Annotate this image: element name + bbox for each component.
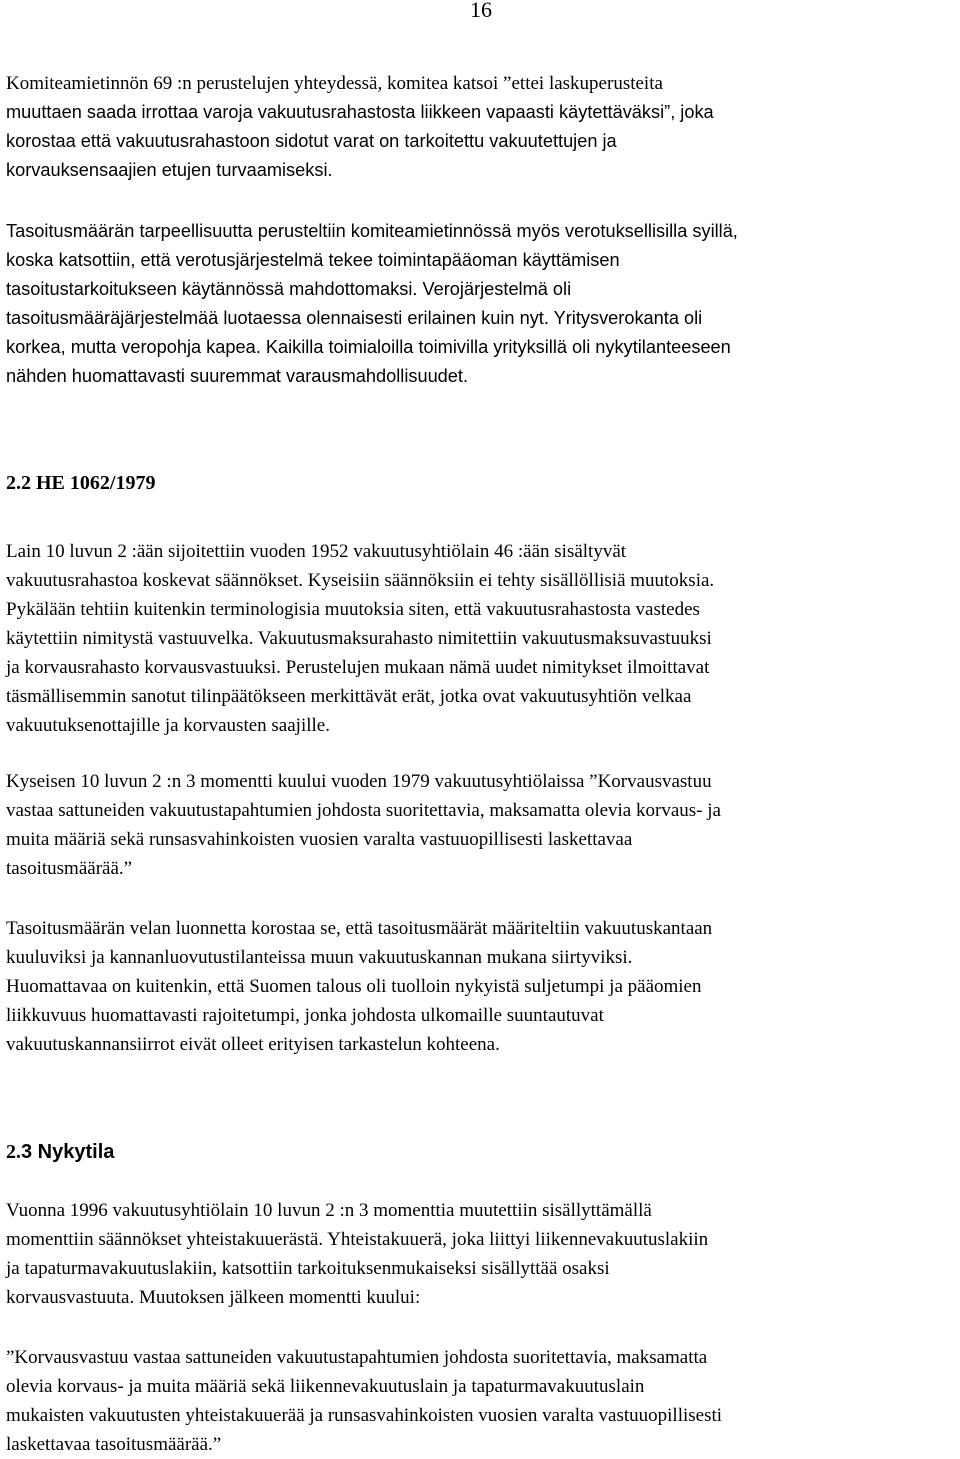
paragraph-3-line-7: vakuutuksenottajille ja korvausten saajille. <box>6 715 330 736</box>
paragraph-7 <box>6 1343 956 1459</box>
paragraph-5-line-4: liikkuvuus huomattavasti rajoitetumpi, jonka johdosta ulkomaille suuntautuvat <box>6 1005 604 1026</box>
paragraph-6 <box>6 1196 956 1312</box>
paragraph-2 <box>6 217 956 391</box>
paragraph-7-line-4: laskettavaa tasoitusmäärää.” <box>6 1434 222 1455</box>
paragraph-7-line-1: ”Korvausvastuu vastaa sattuneiden vakuutustapahtumien johdosta suoritettavia, maksamatta <box>6 1347 708 1368</box>
paragraph-3-line-5: ja korvausrahasto korvausvastuuksi. Perustelujen mukaan nämä uudet nimitykset ilmoittavat <box>6 657 710 678</box>
section-heading-2-2: 2.2 HE 1062/1979 <box>6 472 156 494</box>
section-heading-2-3-title: 3 Nykytila <box>21 1141 115 1163</box>
paragraph-1 <box>6 69 956 185</box>
paragraph-7-line-2: olevia korvaus- ja muita määriä sekä liikennevakuutuslain ja tapaturmavakuutuslain <box>6 1376 645 1397</box>
paragraph-4 <box>6 767 956 883</box>
paragraph-3-line-4: käytettiin nimitystä vastuuvelka. Vakuutusmaksurahasto nimitettiin vakuutusmaksuvastuuksi <box>6 628 712 649</box>
paragraph-2-line-6: nähden huomattavasti suuremmat varausmahdollisuudet. <box>6 366 469 386</box>
paragraph-4-line-3: muita määriä sekä runsasvahinkoisten vuosien varalta vastuuopillisesti laskettavaa <box>6 829 633 850</box>
paragraph-3-line-2: vakuutusrahastoa koskevat säännökset. Kyseisiin säännöksiin ei tehty sisällöllisiä muutoksia. <box>6 570 715 591</box>
paragraph-4-line-1: Kyseisen 10 luvun 2 :n 3 momentti kuului vuoden 1979 vakuutusyhtiölaissa ”Korvausvastuu <box>6 771 712 792</box>
paragraph-3-line-3: Pykälään tehtiin kuitenkin terminologisia muutoksia siten, että vakuutusrahastosta vastedes <box>6 599 700 620</box>
paragraph-1-line-2: muuttaen saada irrottaa varoja vakuutusrahastosta liikkeen vapaasti käytettäväksi”, joka <box>6 102 714 122</box>
paragraph-6-line-2: momenttiin säännökset yhteistakuuerästä. Yhteistakuuerä, joka liittyi liikennevakuutuslakiin <box>6 1229 709 1250</box>
paragraph-2-line-4: tasoitusmääräjärjestelmää luotaessa olennaisesti erilainen kuin nyt. Yritysverokanta oli <box>6 308 703 328</box>
page-number: 16 <box>470 0 492 22</box>
paragraph-3-line-1: Lain 10 luvun 2 :ään sijoitettiin vuoden 1952 vakuutusyhtiölain 46 :ään sisältyvät <box>6 541 627 562</box>
paragraph-1-line-4: korvauksensaajien etujen turvaamiseksi. <box>6 160 333 180</box>
paragraph-6-line-4: korvausvastuuta. Muutoksen jälkeen momentti kuului: <box>6 1287 421 1308</box>
paragraph-3 <box>6 537 956 740</box>
paragraph-7-line-3: mukaisten vakuutusten yhteistakuuerää ja runsasvahinkoisten vuosien varalta vastuuopillisesti <box>6 1405 723 1426</box>
paragraph-5-line-5: vakuutuskannansiirrot eivät olleet erityisen tarkastelun kohteena. <box>6 1034 500 1055</box>
paragraph-5-line-2: kuuluviksi ja kannanluovutustilanteissa muun vakuutuskannan mukana siirtyviksi. <box>6 947 633 968</box>
paragraph-3-line-6: täsmällisemmin sanotut tilinpäätökseen merkittävät erät, jotka ovat vakuutusyhtiön velkaa <box>6 686 692 707</box>
paragraph-5-line-1: Tasoitusmäärän velan luonnetta korostaa se, että tasoitusmäärät määriteltiin vakuutuskantaan <box>6 918 713 939</box>
paragraph-2-line-5: korkea, mutta veropohja kapea. Kaikilla toimialoilla toimivilla yrityksillä oli nykytilanteeseen <box>6 337 731 357</box>
paragraph-4-line-2: vastaa sattuneiden vakuutustapahtumien johdosta suoritettavia, maksamatta olevia korvaus- ja <box>6 800 721 821</box>
paragraph-2-line-1: Tasoitusmäärän tarpeellisuutta perusteltiin komiteamietinnössä myös verotuksellisilla syillä, <box>6 221 738 241</box>
paragraph-2-line-2: koska katsottiin, että verotusjärjestelmä tekee toimintapääoman käyttämisen <box>6 250 620 270</box>
paragraph-1-line-3: korostaa että vakuutusrahastoon sidotut varat on tarkoitettu vakuutettujen ja <box>6 131 617 151</box>
paragraph-4-line-4: tasoitusmäärää.” <box>6 858 133 879</box>
paragraph-5 <box>6 914 956 1059</box>
paragraph-5-line-3: Huomattavaa on kuitenkin, että Suomen talous oli tuolloin nykyistä suljetumpi ja pääomien <box>6 976 702 997</box>
paragraph-6-line-3: ja tapaturmavakuutuslakiin, katsottiin tarkoituksenmukaiseksi sisällyttää osaksi <box>6 1258 610 1279</box>
section-heading-2-3 <box>6 1138 114 1166</box>
paragraph-2-line-3: tasoitustarkoitukseen käytännössä mahdottomaksi. Verojärjestelmä oli <box>6 279 572 299</box>
paragraph-1-line-1: Komiteamietinnön 69 :n perustelujen yhteydessä, komitea katsoi ”ettei laskuperusteita <box>6 73 663 94</box>
paragraph-6-line-1: Vuonna 1996 vakuutusyhtiölain 10 luvun 2 :n 3 momenttia muutettiin sisällyttämällä <box>6 1200 652 1221</box>
section-heading-2-3-number: 2. <box>6 1141 21 1163</box>
